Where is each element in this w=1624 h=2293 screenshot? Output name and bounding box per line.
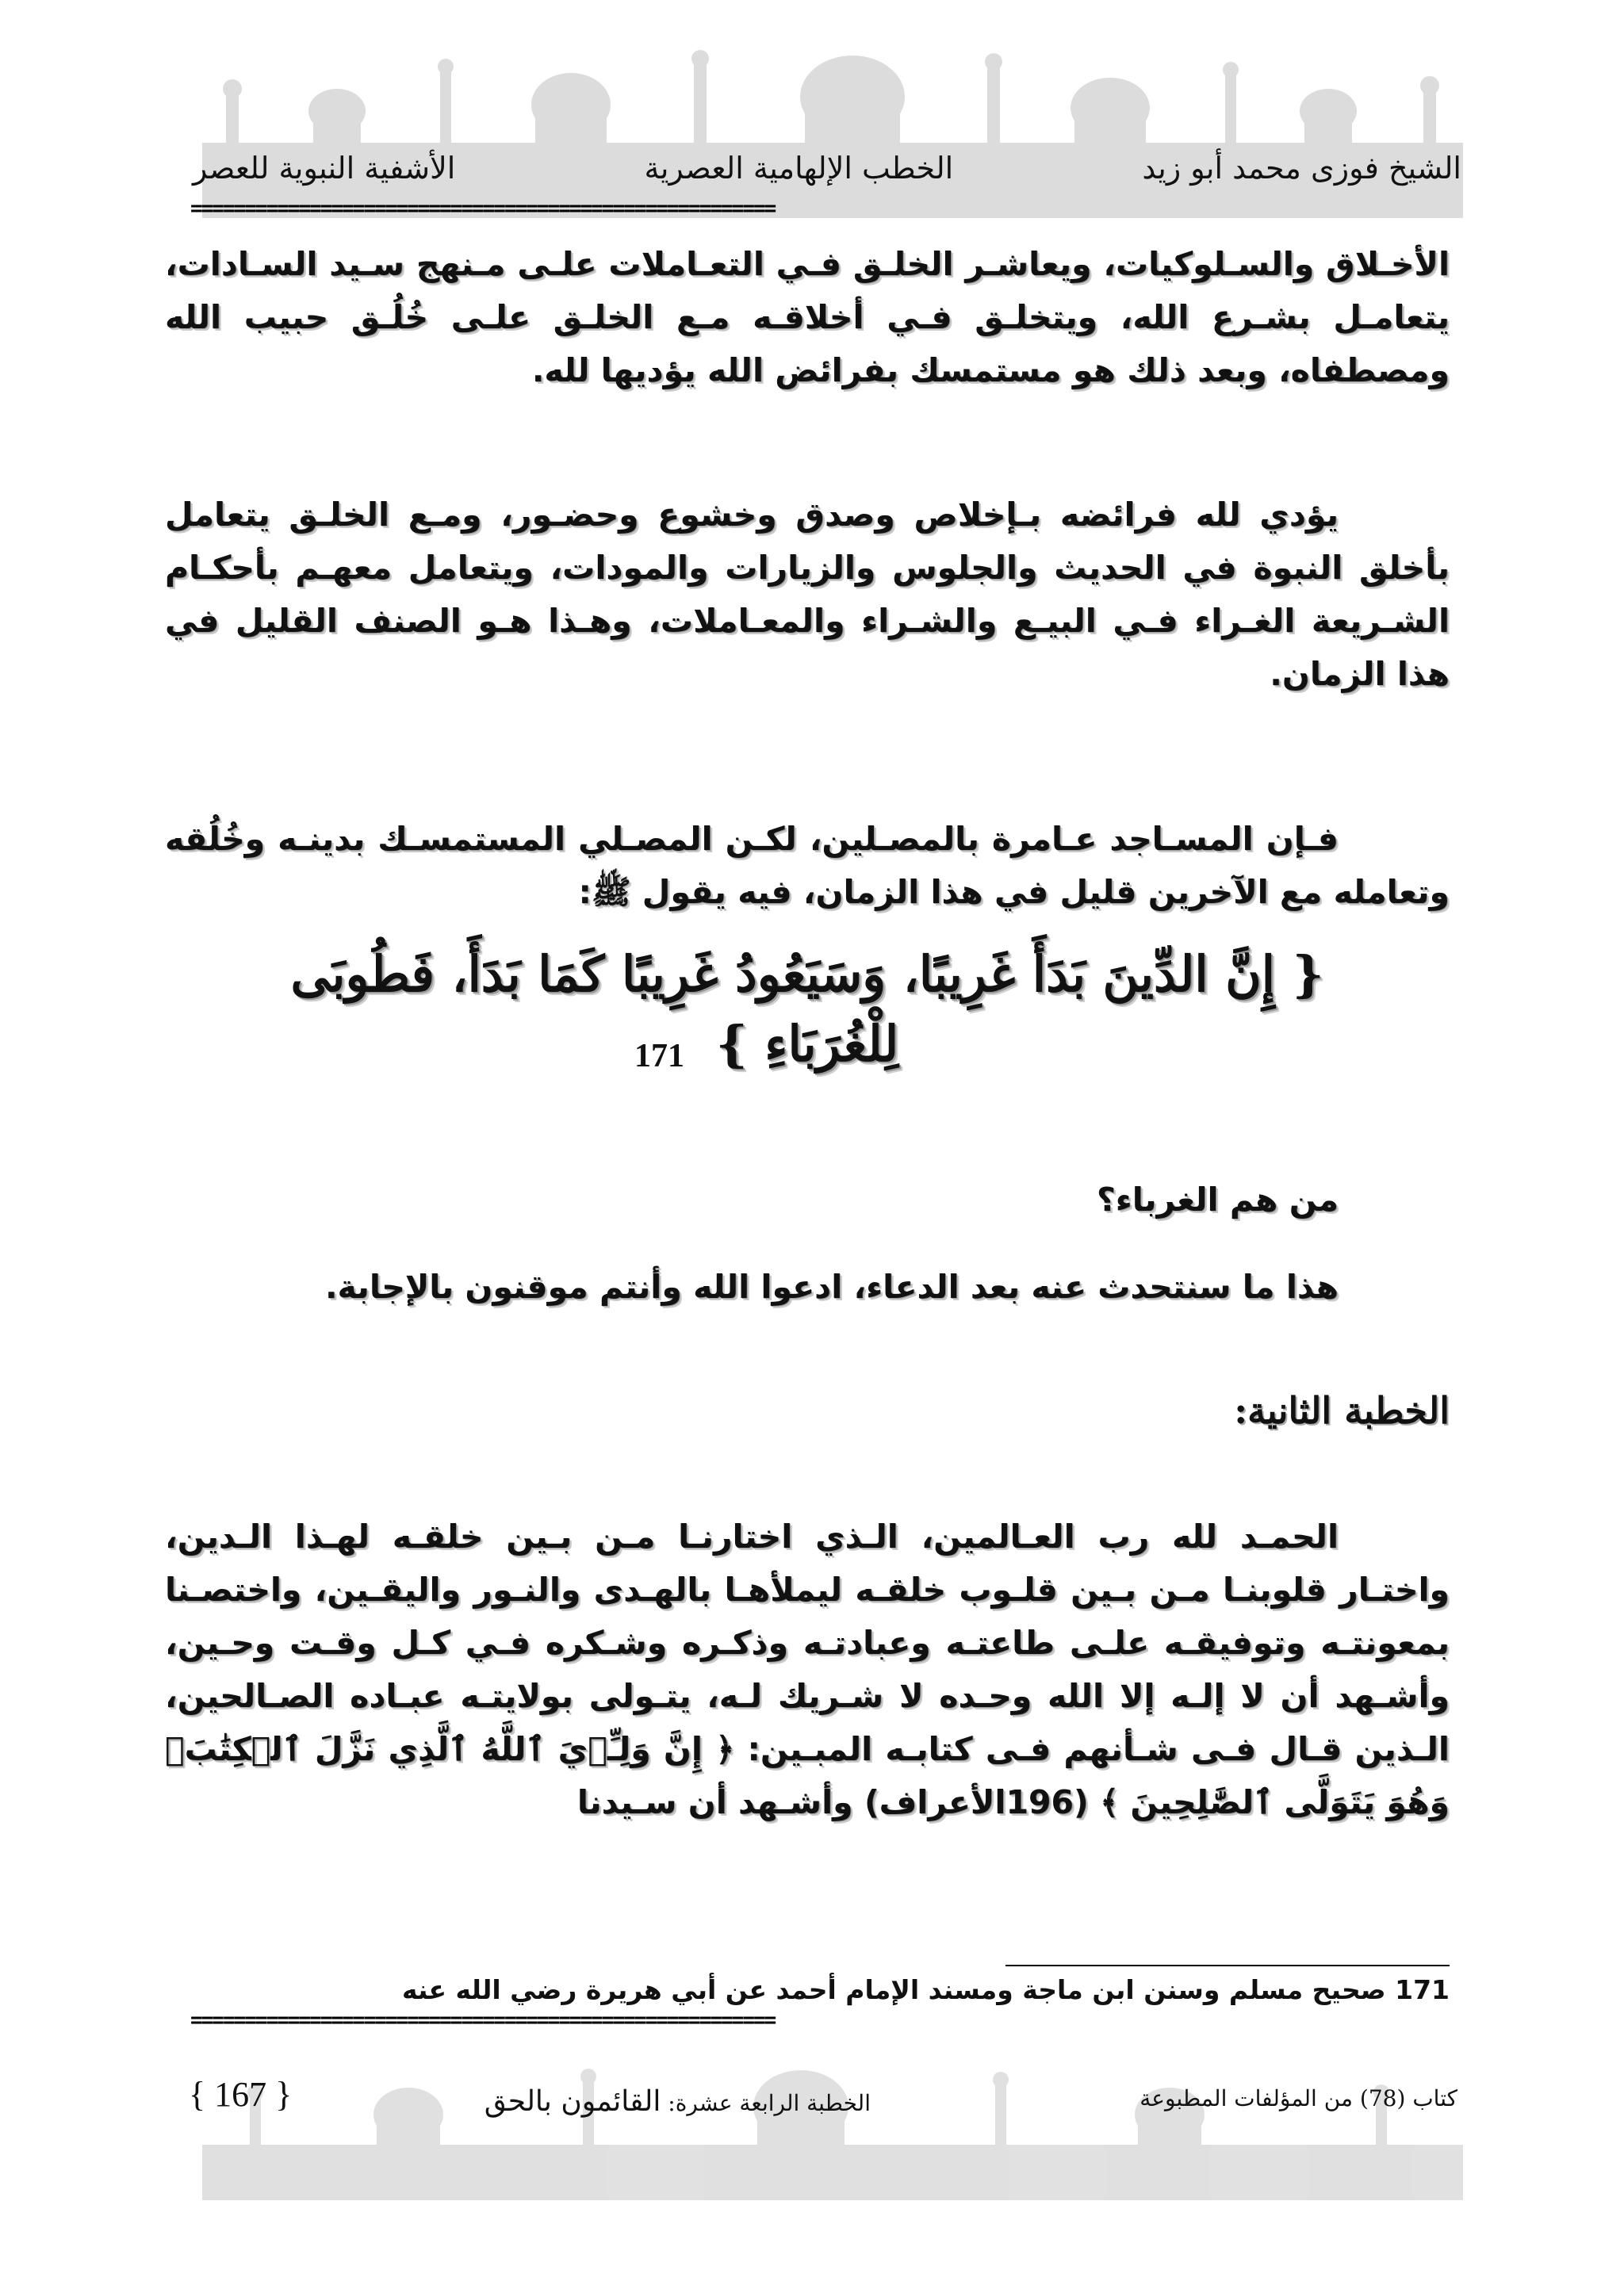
hadith-line-1: { إِنَّ الدِّينَ بَدَأَ غَرِيبًا، وَسَيَعُودُ غَرِيبًا كَمَا بَدَأَ، فَطُوبَى bbox=[290, 945, 1324, 1003]
footnote-divider bbox=[1005, 1965, 1450, 1966]
verse-reference: (196الأعراف) bbox=[864, 1783, 1089, 1821]
running-header bbox=[193, 151, 1461, 186]
header-separator: ====================================================== bbox=[190, 198, 776, 219]
footer-khutba-title: القائمون بالحق bbox=[484, 2085, 661, 2118]
footer-separator: ====================================================== bbox=[190, 2010, 776, 2031]
second-khutba-body: الحمـد لله رب العـالمين، الـذي اختارنـا مـن بـين خلقـه لهـذا الـدين، واختـار قلوبنـا مـن بـين قلـوب خلقـه ليملأهـا بالهـدى والنـور واليقـين، واختصـنا بمعونتـه وتوفيقـه علـى طاعتـه وعبادتـه وذكـره وشـكره فـي كـل وقـت وحـين، وأشـهد أن لا إلـه إلا الله وحـده لا شـريك لـه، يتـولى بولايتـه عبـاده الصـالحين، الـذين قـال فـى شـأنهم فـى كتابـه المبـين: bbox=[165, 1518, 1450, 1768]
dua-line bbox=[165, 1261, 1339, 1314]
quran-verse: ﴿ إِنَّ وَلِـِّۦيَ ٱللَّهُ ٱلَّذِي نَزَّلَ ٱلۡكِتَٰبَۖ وَهُوَ يَتَوَلَّى ٱلصَّٰلِحِينَ ﴾ bbox=[165, 1730, 1450, 1821]
dua-text: هذا ما سنتحدث عنه بعد الدعاء، ادعوا الله وأنتم موقنون بالإجابة. bbox=[324, 1268, 1339, 1306]
mosque-skyline-header-decoration bbox=[202, 48, 1463, 218]
footer-book-info: كتاب (78) من المؤلفات المطبوعة bbox=[1139, 2085, 1457, 2111]
second-khutba-paragraph bbox=[165, 1510, 1450, 1829]
body-paragraph-2 bbox=[165, 488, 1450, 701]
second-khutba-heading: الخطبة الثانية: bbox=[1234, 1389, 1450, 1432]
hadith-line-2: لِلْغُرَبَاءِ } bbox=[715, 1015, 899, 1073]
second-khutba-text bbox=[165, 1510, 1450, 1829]
header-book-title: الأشفية النبوية للعصر bbox=[193, 151, 456, 186]
footnote-text: 171 صحيح مسلم وسنن ابن ماجة ومسند الإمام أحمد عن أبي هريرة رضي الله عنه bbox=[401, 1974, 1450, 2005]
running-footer bbox=[189, 2074, 1457, 2122]
footer-khutba-label bbox=[485, 2085, 871, 2118]
header-author: الشيخ فوزى محمد أبو زيد bbox=[1142, 151, 1461, 186]
paragraph-text: الأخـلاق والسـلوكيات، ويعاشـر الخلـق فـي التعـاملات علـى مـنهج سـيد السـادات، يتعامـل بشـرع الله، ويتخلـق فـي أخلاقـه مـع الخلـق علـى خُلُـق حبيب الله ومصطفاه، وبعد ذلك هو مستمسك بفرائض الله يؤديها لله. bbox=[165, 245, 1450, 389]
footer-khutba-number: الخطبة الرابعة عشرة: bbox=[668, 2090, 871, 2116]
question-text: من هم الغرباء؟ bbox=[1096, 1181, 1339, 1219]
hadith-footnote-ref: 171 bbox=[634, 1038, 684, 1074]
body-paragraph-1 bbox=[165, 238, 1450, 397]
closing-text: وأشـهد أن سـيدنا bbox=[576, 1783, 853, 1821]
body-paragraph-3 bbox=[165, 813, 1450, 919]
header-series: الخطب الإلهامية العصرية bbox=[644, 151, 954, 186]
question-line bbox=[165, 1173, 1339, 1227]
paragraph-text: فـإن المسـاجد عـامرة بالمصـلين، لكـن المصـلي المستمسـك بدينـه وخُلُقه وتعامله مع الآخرين قليل في هذا الزمان، فيه يقول ﷺ: bbox=[165, 820, 1450, 911]
hadith-quote bbox=[165, 940, 1450, 1079]
page-number: { 167 } bbox=[189, 2075, 293, 2114]
paragraph-text: يؤدي لله فرائضه بـإخلاص وصدق وخشوع وحضـور، ومـع الخلـق يتعامل بأخلق النبوة في الحديث والجلوس والزيارات والمودات، ويتعامل معهـم بأحكـام الشـريعة الغـراء فـي البيـع والشـراء والمعـاملات، وهـذا هـو الصنف القليل في هذا الزمان. bbox=[165, 496, 1450, 693]
